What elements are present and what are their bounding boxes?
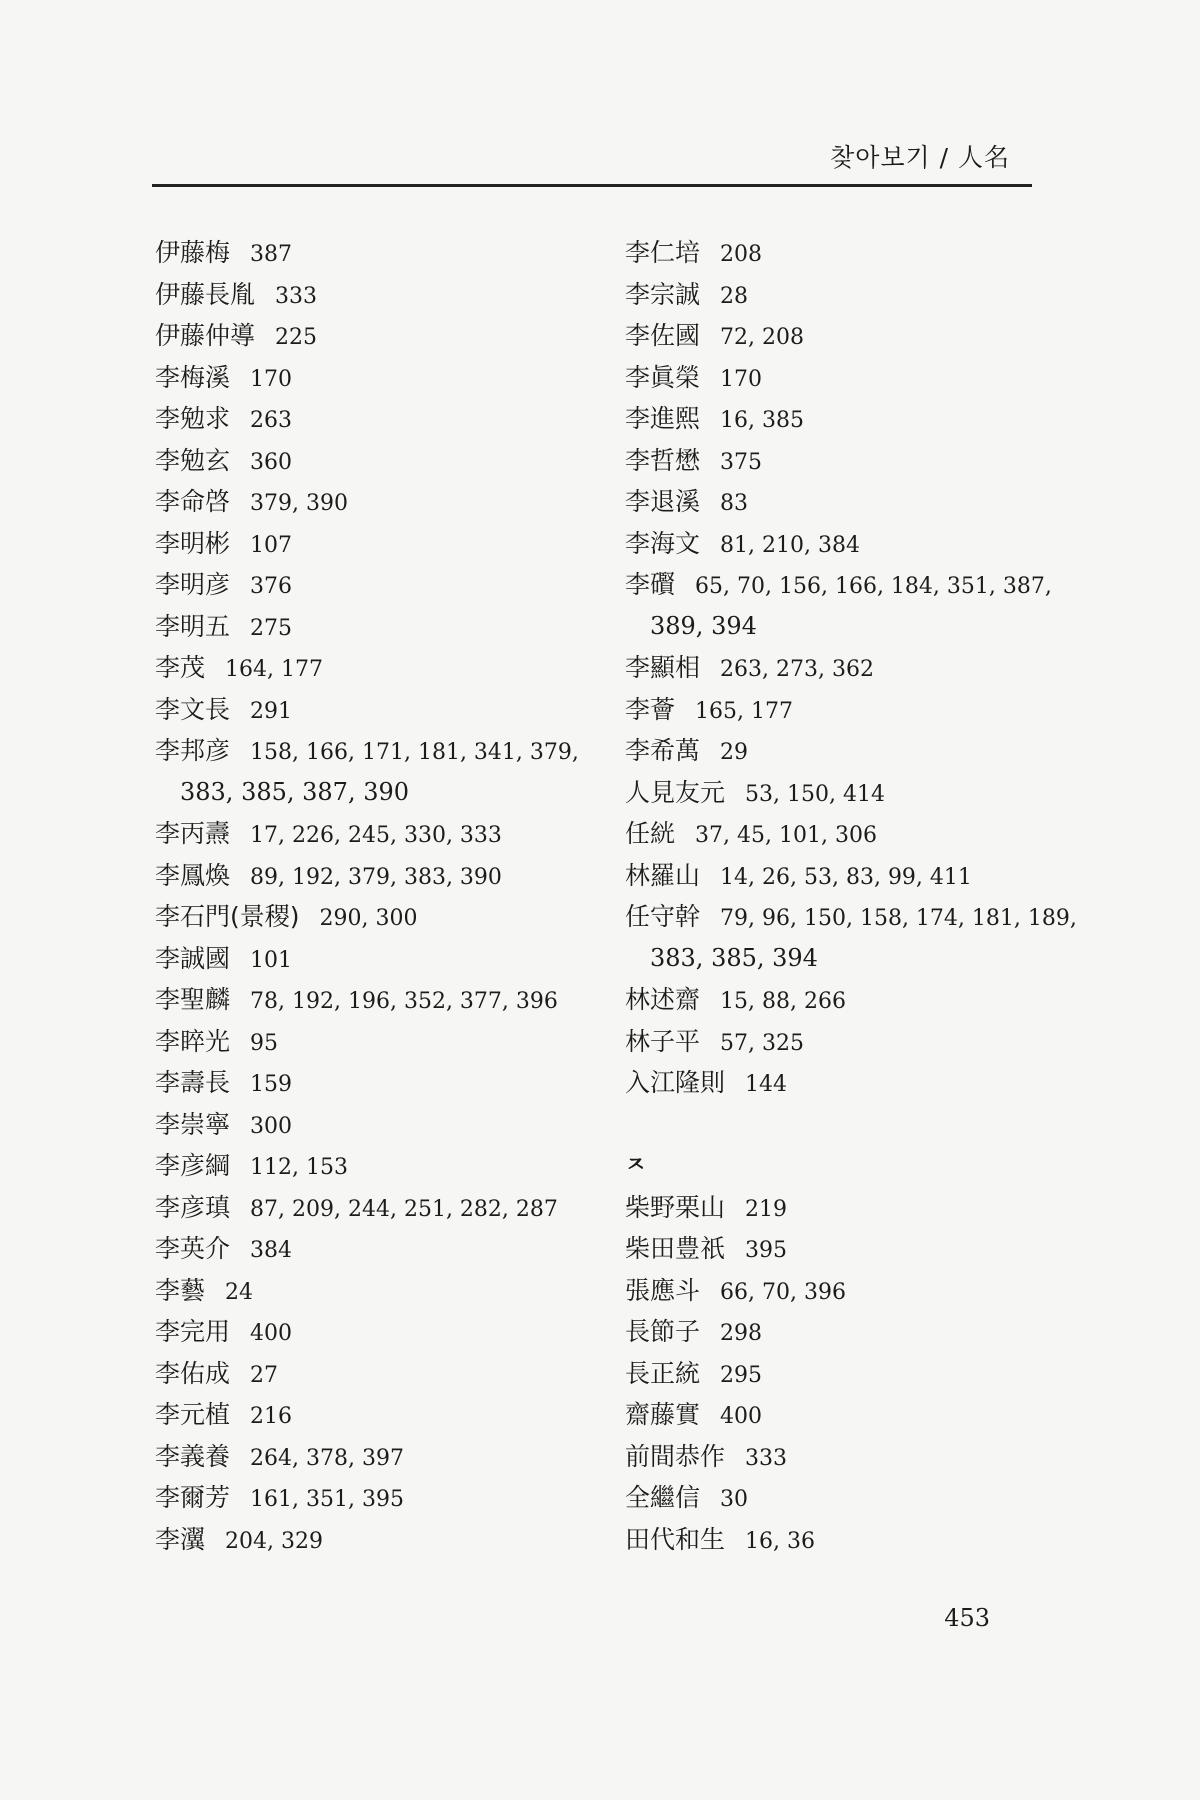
entry-pages: 264, 378, 397	[250, 1445, 404, 1471]
entry-pages: 66, 70, 396	[720, 1279, 846, 1305]
index-entry	[625, 772, 1085, 814]
index-entry	[625, 1187, 1085, 1229]
entry-pages: 17, 226, 245, 330, 333	[250, 823, 502, 848]
entry-name: 任絖	[625, 819, 676, 848]
index-entry	[155, 1062, 615, 1104]
entry-pages: 161, 351, 395	[250, 1487, 404, 1512]
entry-pages: 87, 209, 244, 251, 282, 287	[250, 1196, 558, 1222]
index-entry	[625, 523, 1085, 565]
index-entry	[625, 1353, 1085, 1395]
index-entry	[625, 1228, 1085, 1270]
entry-pages: 395	[745, 1238, 788, 1263]
entry-name: 李眞榮	[625, 362, 701, 392]
index-entry	[155, 606, 615, 648]
entry-pages: 15, 88, 266	[720, 989, 846, 1014]
index-column-left	[155, 232, 615, 1560]
entry-pages: 225	[275, 325, 318, 350]
entry-name: 李顯相	[625, 653, 701, 682]
entry-pages: 89, 192, 379, 383, 390	[250, 864, 502, 890]
index-entry	[155, 523, 615, 565]
entry-name: 全繼信	[625, 1483, 701, 1512]
index-entry	[155, 1021, 615, 1063]
index-entry	[155, 1311, 615, 1353]
entry-name: 李崇寧	[155, 1109, 231, 1139]
page-number: 453	[944, 1604, 990, 1632]
entry-pages: 300	[250, 1113, 293, 1139]
entry-pages: 360	[250, 449, 293, 475]
index-entry	[625, 357, 1085, 399]
entry-pages: 275	[250, 615, 293, 641]
entry-name: 入江隆則	[625, 1068, 726, 1097]
entry-name: 伊藤梅	[155, 238, 231, 267]
index-entry-continuation: 383, 385, 394	[650, 943, 818, 972]
entry-name: 李邦彦	[155, 736, 231, 765]
entry-name: 李礥	[625, 570, 676, 599]
index-entry	[625, 1021, 1085, 1063]
index-entry	[625, 398, 1085, 440]
index-entry	[625, 689, 1085, 731]
index-entry-continuation: 389, 394	[650, 611, 757, 640]
entry-name: 李勉求	[155, 404, 231, 433]
entry-name: 林子平	[625, 1026, 701, 1056]
entry-name: 柴田豊祇	[625, 1234, 726, 1263]
entry-name: 李薈	[625, 694, 676, 724]
entry-pages: 298	[720, 1321, 763, 1346]
entry-pages: 144	[745, 1072, 788, 1097]
entry-pages: 57, 325	[720, 1030, 804, 1056]
entry-name: 齋藤實	[625, 1400, 701, 1429]
index-entry-continuation: 383, 385, 387, 390	[180, 777, 410, 806]
entry-pages: 263, 273, 362	[720, 657, 874, 682]
entry-name: 李明五	[155, 611, 231, 641]
entry-name: 任守幹	[625, 902, 701, 931]
entry-name: 李瀷	[155, 1524, 206, 1554]
section-heading: ㅈ	[625, 1153, 647, 1178]
entry-name: 李丙燾	[155, 819, 231, 848]
index-entry	[155, 315, 615, 357]
index-entry	[155, 730, 615, 772]
index-entry	[625, 730, 1085, 772]
index-entry	[155, 564, 615, 606]
index-entry	[155, 855, 615, 897]
entry-pages: 333	[275, 283, 318, 309]
index-entry	[155, 1353, 615, 1395]
entry-name: 李義養	[155, 1441, 231, 1471]
entry-name: 林述齋	[625, 985, 701, 1014]
entry-pages: 158, 166, 171, 181, 341, 379,	[250, 740, 579, 765]
index-entry	[155, 938, 615, 980]
entry-pages: 400	[250, 1321, 293, 1346]
index-entry	[625, 1311, 1085, 1353]
index-entry	[625, 232, 1085, 274]
entry-pages: 400	[720, 1404, 763, 1429]
index-entry	[155, 1187, 615, 1229]
entry-pages: 16, 36	[745, 1528, 815, 1554]
index-entry	[155, 357, 615, 399]
index-entry	[625, 1436, 1085, 1478]
entry-name: 李石門(景稷)	[155, 902, 300, 931]
index-entry	[155, 481, 615, 523]
entry-pages: 216	[250, 1404, 293, 1429]
index-entry	[625, 813, 1085, 855]
entry-name: 伊藤仲導	[155, 321, 256, 350]
index-entry	[155, 1519, 615, 1561]
entry-name: 李海文	[625, 528, 701, 558]
entry-pages: 164, 177	[225, 657, 323, 682]
entry-name: 李哲懋	[625, 445, 701, 475]
entry-name: 李明彬	[155, 528, 231, 558]
entry-pages: 29	[720, 740, 749, 765]
entry-pages: 295	[720, 1362, 763, 1388]
entry-name: 李彦綱	[155, 1151, 231, 1180]
entry-pages: 81, 210, 384	[720, 532, 860, 558]
entry-pages: 219	[745, 1196, 788, 1222]
entry-pages: 263	[250, 408, 293, 433]
entry-name: 李文長	[155, 694, 231, 724]
index-entry	[625, 315, 1085, 357]
index-entry	[155, 1270, 615, 1312]
index-entry	[625, 481, 1085, 523]
entry-pages: 170	[250, 366, 293, 392]
entry-pages: 379, 390	[250, 491, 348, 516]
entry-name: 林羅山	[625, 860, 701, 890]
index-entry	[625, 1519, 1085, 1561]
entry-pages: 208	[720, 242, 763, 267]
entry-name: 李希萬	[625, 736, 701, 765]
entry-name: 李藝	[155, 1275, 206, 1305]
entry-pages: 204, 329	[225, 1528, 323, 1554]
entry-name: 李命啓	[155, 487, 231, 516]
entry-pages: 95	[250, 1030, 279, 1056]
entry-name: 李英介	[155, 1234, 231, 1263]
index-entry	[155, 1394, 615, 1436]
index-entry	[155, 1477, 615, 1519]
entry-pages: 387	[250, 242, 293, 267]
entry-pages: 37, 45, 101, 306	[695, 823, 877, 848]
running-header: 찾아보기 / 人名	[830, 143, 1010, 172]
entry-name: 李聖麟	[155, 985, 231, 1014]
index-entry	[155, 1436, 615, 1478]
entry-name: 李梅溪	[155, 362, 231, 392]
entry-pages: 291	[250, 698, 293, 724]
entry-pages: 375	[720, 449, 763, 475]
index-entry	[155, 1145, 615, 1187]
entry-pages: 16, 385	[720, 408, 804, 433]
entry-pages: 14, 26, 53, 83, 99, 411	[720, 864, 972, 890]
entry-pages: 165, 177	[695, 698, 793, 724]
index-entry	[155, 274, 615, 316]
entry-name: 人見友元	[625, 777, 726, 807]
entry-name: 李進熙	[625, 404, 701, 433]
entry-pages: 112, 153	[250, 1155, 348, 1180]
index-entry	[155, 896, 615, 938]
index-entry	[155, 1104, 615, 1146]
entry-name: 柴野栗山	[625, 1192, 726, 1222]
entry-name: 田代和生	[625, 1524, 726, 1554]
index-entry	[625, 1394, 1085, 1436]
entry-pages: 107	[250, 532, 293, 558]
index-entry	[625, 896, 1085, 938]
entry-pages: 159	[250, 1072, 293, 1097]
entry-pages: 53, 150, 414	[745, 781, 885, 807]
entry-pages: 27	[250, 1362, 279, 1388]
entry-pages: 28	[720, 283, 749, 309]
entry-name: 長節子	[625, 1317, 701, 1346]
entry-name: 李明彦	[155, 570, 231, 599]
entry-pages: 170	[720, 366, 763, 392]
index-entry	[625, 1062, 1085, 1104]
entry-name: 李爾芳	[155, 1483, 231, 1512]
index-column-right	[625, 232, 1085, 1560]
entry-name: 李退溪	[625, 487, 701, 516]
entry-pages: 83	[720, 491, 749, 516]
entry-name: 李誠國	[155, 943, 231, 973]
section-spacer	[625, 1104, 1085, 1146]
entry-name: 長正統	[625, 1358, 701, 1388]
entry-name: 李完用	[155, 1317, 231, 1346]
entry-name: 李宗誠	[625, 279, 701, 309]
index-entry	[625, 1270, 1085, 1312]
entry-pages: 78, 192, 196, 352, 377, 396	[250, 989, 558, 1014]
entry-name: 李佐國	[625, 321, 701, 350]
index-entry	[625, 647, 1085, 689]
entry-pages: 79, 96, 150, 158, 174, 181, 189,	[720, 906, 1077, 931]
entry-name: 李元植	[155, 1400, 231, 1429]
entry-name: 張應斗	[625, 1275, 701, 1305]
entry-name: 李佑成	[155, 1358, 231, 1388]
entry-pages: 72, 208	[720, 325, 804, 350]
entry-pages: 30	[720, 1487, 749, 1512]
index-entry	[155, 979, 615, 1021]
entry-name: 李彦瑱	[155, 1192, 231, 1222]
entry-pages: 384	[250, 1238, 293, 1263]
index-entry	[625, 564, 1085, 606]
entry-pages: 290, 300	[319, 906, 418, 931]
index-entry	[625, 440, 1085, 482]
entry-name: 李壽長	[155, 1068, 231, 1097]
entry-name: 李仁培	[625, 238, 701, 267]
entry-name: 李茂	[155, 653, 206, 682]
entry-name: 李勉玄	[155, 445, 231, 475]
index-entry	[155, 398, 615, 440]
index-entry	[155, 1228, 615, 1270]
index-entry	[625, 979, 1085, 1021]
index-entry	[155, 440, 615, 482]
entry-name: 伊藤長胤	[155, 279, 256, 309]
index-entry	[155, 813, 615, 855]
entry-name: 李鳳煥	[155, 860, 231, 890]
entry-pages: 24	[225, 1279, 254, 1305]
entry-pages: 376	[250, 574, 293, 599]
index-entry	[155, 232, 615, 274]
entry-pages: 101	[250, 947, 293, 973]
index-entry	[625, 274, 1085, 316]
entry-name: 李睟光	[155, 1026, 231, 1056]
entry-pages: 65, 70, 156, 166, 184, 351, 387,	[695, 574, 1052, 599]
header-rule	[152, 184, 1032, 187]
entry-name: 前間恭作	[625, 1441, 726, 1471]
index-entry	[625, 1477, 1085, 1519]
entry-pages: 333	[745, 1445, 788, 1471]
index-entry	[155, 689, 615, 731]
index-entry	[625, 855, 1085, 897]
index-entry	[155, 647, 615, 689]
